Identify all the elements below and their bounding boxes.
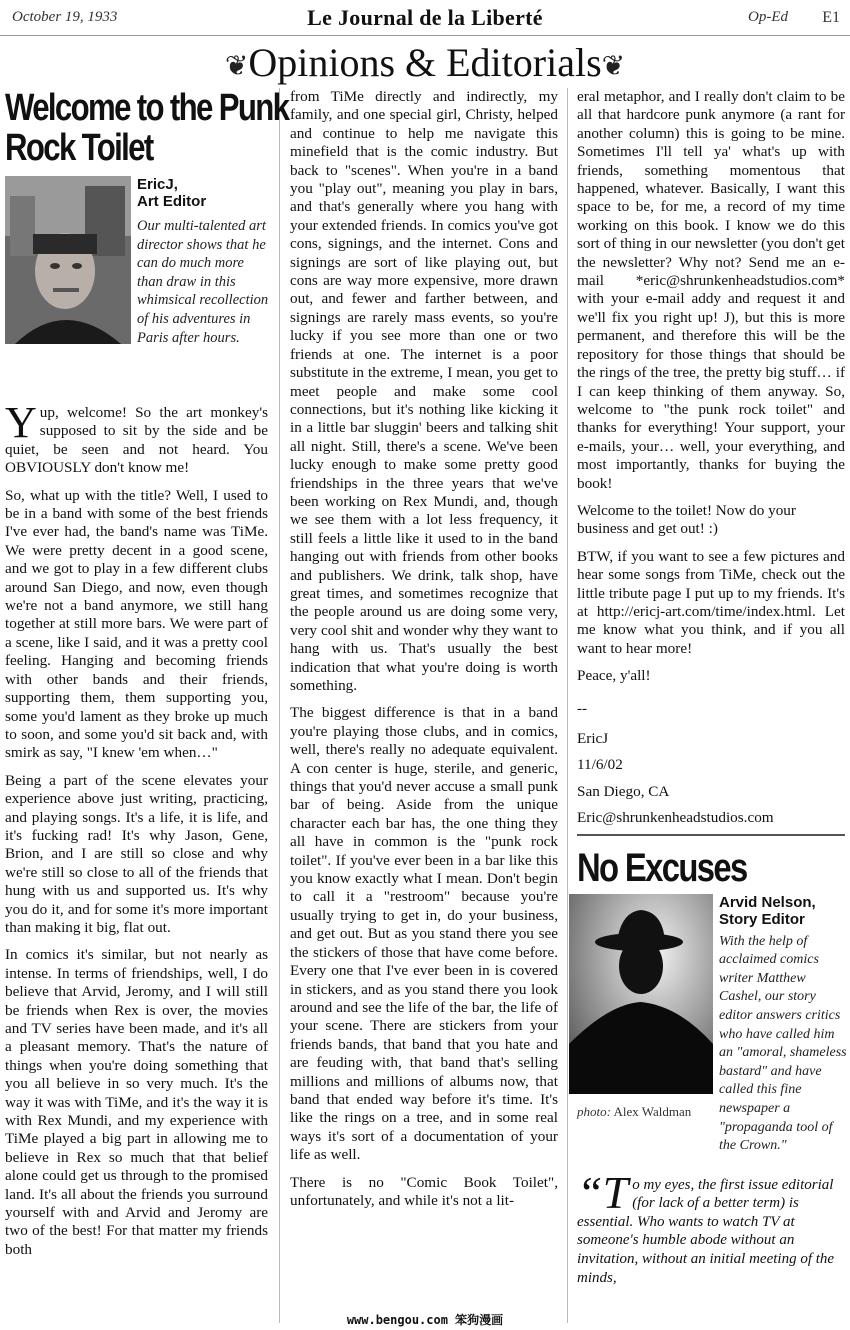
column-3 [577, 88, 845, 1287]
section-banner [0, 40, 850, 90]
signature-dashes: -- [577, 699, 588, 717]
photo-credit-label: photo: [577, 1103, 611, 1119]
signature-email: Eric@shrunkenheadstudios.com [577, 809, 774, 827]
drop-cap: Y [5, 398, 37, 447]
headline-line: Rock Toilet [5, 127, 153, 169]
fleuron-left-icon: ❦ [224, 50, 249, 82]
paragraph: In comics it's similar, but not nearly as intense. In terms of friendships, well, I do believe that Arvid, Jeromy, and I will still be friends when Rex is over, the movies and TV series have been made, and it's all a pleasant memory. That's the nature of things when you're doing something that you all believe in so very much. It's the way it was with TiMe, and it's the way it is with Rex Mundi, and my experience with TiMe played a big part in allowing me to believe in Rex so much that that belief alone could get us through to the promised land. It's all about the friends you surround yourself with and Arvid and Jeromy are two of the best! For that matter my friends both [5, 946, 268, 1258]
column-2 [290, 88, 558, 1219]
paragraph: The biggest difference is that in a band you're playing those clubs, and in comics, well, there's really no adequate equivalent. A con center is huge, sterile, and generic, things that you'd never accuse a small punk bar of being. Aside from the unique character each bar has, the one thing they all have in common is the "punk rock toilet". If you've ever been in a bar like this you know exactly what I mean. Don't begin to call it a "restroom" because you're usually trying to get in, do your business, and get out. But as you stand there you see the stickers of those that have come before. Every one that I've ever been in is covered in stickers, and as you stand there you look around and see the life of the bar, the life of your scene. There are stickers from your friends bands, that band that you hate and are feuding with, that band that's selling millions and millions of albums now, that band that ended way before it's time. It's like the rings on a tree, and in some real ways it's sort of a documentation of your life as well. [290, 704, 558, 1164]
paragraph: There is no "Comic Book Toilet", unfortunately, and while it's not a lit- [290, 1173, 558, 1209]
signature-name: EricJ [577, 730, 609, 747]
paragraph: from TiMe directly and indirectly, my family, and one special girl, Christy, helped and continue to help me navigate this minefield that is the comic industry. But back to "scenes". When you're in a band you "play out", meaning you play in bars, and that's generally where you hang with your extended friends. In comics you've got cons, signings, and the internet. Cons and signings are sort of like playing out, but cons are way more expensive, more drawn out, and fewer and farther between, and signings are rarely mass events, so you're lucky if you see more than one or two friends at one. The internet is a poor substitute in the extreme, I mean, you get to meet people and make some cool connections, but it's nothing like kicking it in a little bar sluggin' beers and talking shit all night. Still, there's a scene. We've been lucky enough to make some pretty good friendships in the three years that we've been working on Rex Mundi, and, though we see them with a lot less frequency, it still feels a little like it used to in the band hanging out with friends from other books and publishers. We drink, talk shop, have great times, and sometimes recognize that the people around us are doing some very, very cool shit and wonder why they want to hang with us. That's usually the best indication that what you're doing is worth something. [290, 88, 558, 694]
fleuron-right-icon: ❦ [601, 50, 626, 82]
headline-line: Welcome to the Punk [5, 87, 289, 129]
article-1-body-col1 [5, 398, 268, 1259]
section-label: Op-Ed [748, 9, 788, 25]
article-1-body-col2 [290, 88, 558, 1210]
site-watermark: www.bengou.com 笨狗漫画 [346, 1313, 504, 1327]
column-divider [279, 88, 280, 1323]
column-divider [567, 88, 568, 1323]
section-banner-title: Opinions & Editorials [248, 40, 602, 85]
newspaper-title: Le Journal de la Liberté [307, 5, 543, 30]
paragraph: So, what up with the title? Well, I used to be in a band with some of the best friends I've ever had, the band's name was TiMe. We were pretty decent in a good scene, and we got to play in a few different clubs around San Diego, and now, even though we're not a band anymore, we still hang together at still more bars. We were part of a scene, like I said, and it was a pretty cool feeling. Hanging and becoming friends with other bands and their friends, supporting them, them supporting you, some you'd lament as they broke up much to soon, and some you'd sit back and, with smirk as say, "I knew 'em when…" [5, 486, 268, 762]
author-photo-ericj [5, 176, 131, 344]
signature-place: San Diego, CA [577, 782, 670, 800]
column-1 [5, 87, 289, 1268]
signoff: Peace, y'all! [577, 667, 651, 685]
masthead-divider [0, 35, 850, 36]
issue-date: October 19, 1933 [12, 9, 118, 25]
author-title: Art Editor [137, 193, 207, 210]
article-divider [577, 834, 845, 836]
author-name: Arvid Nelson, [719, 893, 816, 911]
page-number: E1 [822, 9, 840, 26]
signature-date: 11/6/02 [577, 756, 623, 774]
portrait-image [5, 176, 131, 344]
photo-credit: photo: Alex Waldman [577, 1103, 692, 1119]
article-1-byline [5, 176, 268, 396]
quote-mark: “T [577, 1166, 629, 1218]
paragraph: Yup, welcome! So the art monkey's supposed to sit by the side and be quiet, be seen and not heard. You OBVIOUSLY don't know me! [5, 398, 268, 477]
paragraph: Welcome to the toilet! Now do your business and get out! :) [577, 501, 796, 538]
article-intro: Our multi-talented art director shows that he can do much more than draw in this whimsical recollection of his adventures in Paris after hours. [137, 218, 269, 346]
author-photo-arvid [569, 894, 713, 1094]
article-1-headline [5, 87, 289, 169]
silhouette-image [569, 894, 713, 1094]
article-1-body-col3 [577, 88, 845, 828]
article-2-byline [577, 894, 845, 1162]
article-intro: With the help of acclaimed comics writer Matthew Cashel, our story editor answers critics who have called him an "amoral, shameless bastard" and have called this fine newspaper a "propaganda tool of the Crown." [719, 933, 847, 1154]
paragraph: Being a part of the scene elevates your experience above just writing, practicing, and playing songs. It's a life, it is life, and it's fucking rad! It's why Jason, Gene, Brion, and I are still so close and why we're still so close to all of the friends that hung with us and supported us. It's why you do it, and for some it's more important than making it big, flat out. [5, 771, 268, 936]
author-name: EricJ, [137, 176, 178, 193]
opening-quote: “T o my eyes, the first issue editorial (for lack of a better term) is essential. Who wants to watch TV at someone's humble abode without an invitation, without an initial meeting of the minds, [577, 1166, 835, 1286]
author-title: Story Editor [719, 910, 805, 928]
article-2-headline: No Excuses [577, 845, 747, 890]
paragraph: eral metaphor, and I really don't claim to be all that hardcore punk anymore (a rant for another column) this is going to be mine. Sometimes I'll tell ya' what's up with friends, something momentous that happened, whatever. Basically, I want this space to be, for me, a record of my time working on this book. I know we do this sort of thing in our newsletter (you don't get the newsletter? Why not? Send me an e-mail *eric@shrunkenheadstudios.com* with your e-mail addy and request it and we'll fix you right up! J), but this is more permanent, and therefore this will be the repository for those things that should be the rings of the tree, the pretty big stuff… if I can keep thinking of them anyway. So, welcome to "the punk rock toilet" and thanks for everything! Your support, your e-mails, your… well, your everything, and most importantly, thanks for buying the book! [577, 88, 845, 492]
paragraph: BTW, if you want to see a few pictures and hear some songs from TiMe, check out the little tribute page I put up to my friends. It's at http://ericj-art.com/time/index.html. Let me know what you think, and if you all want to hear more! [577, 547, 845, 657]
masthead [0, 0, 850, 36]
